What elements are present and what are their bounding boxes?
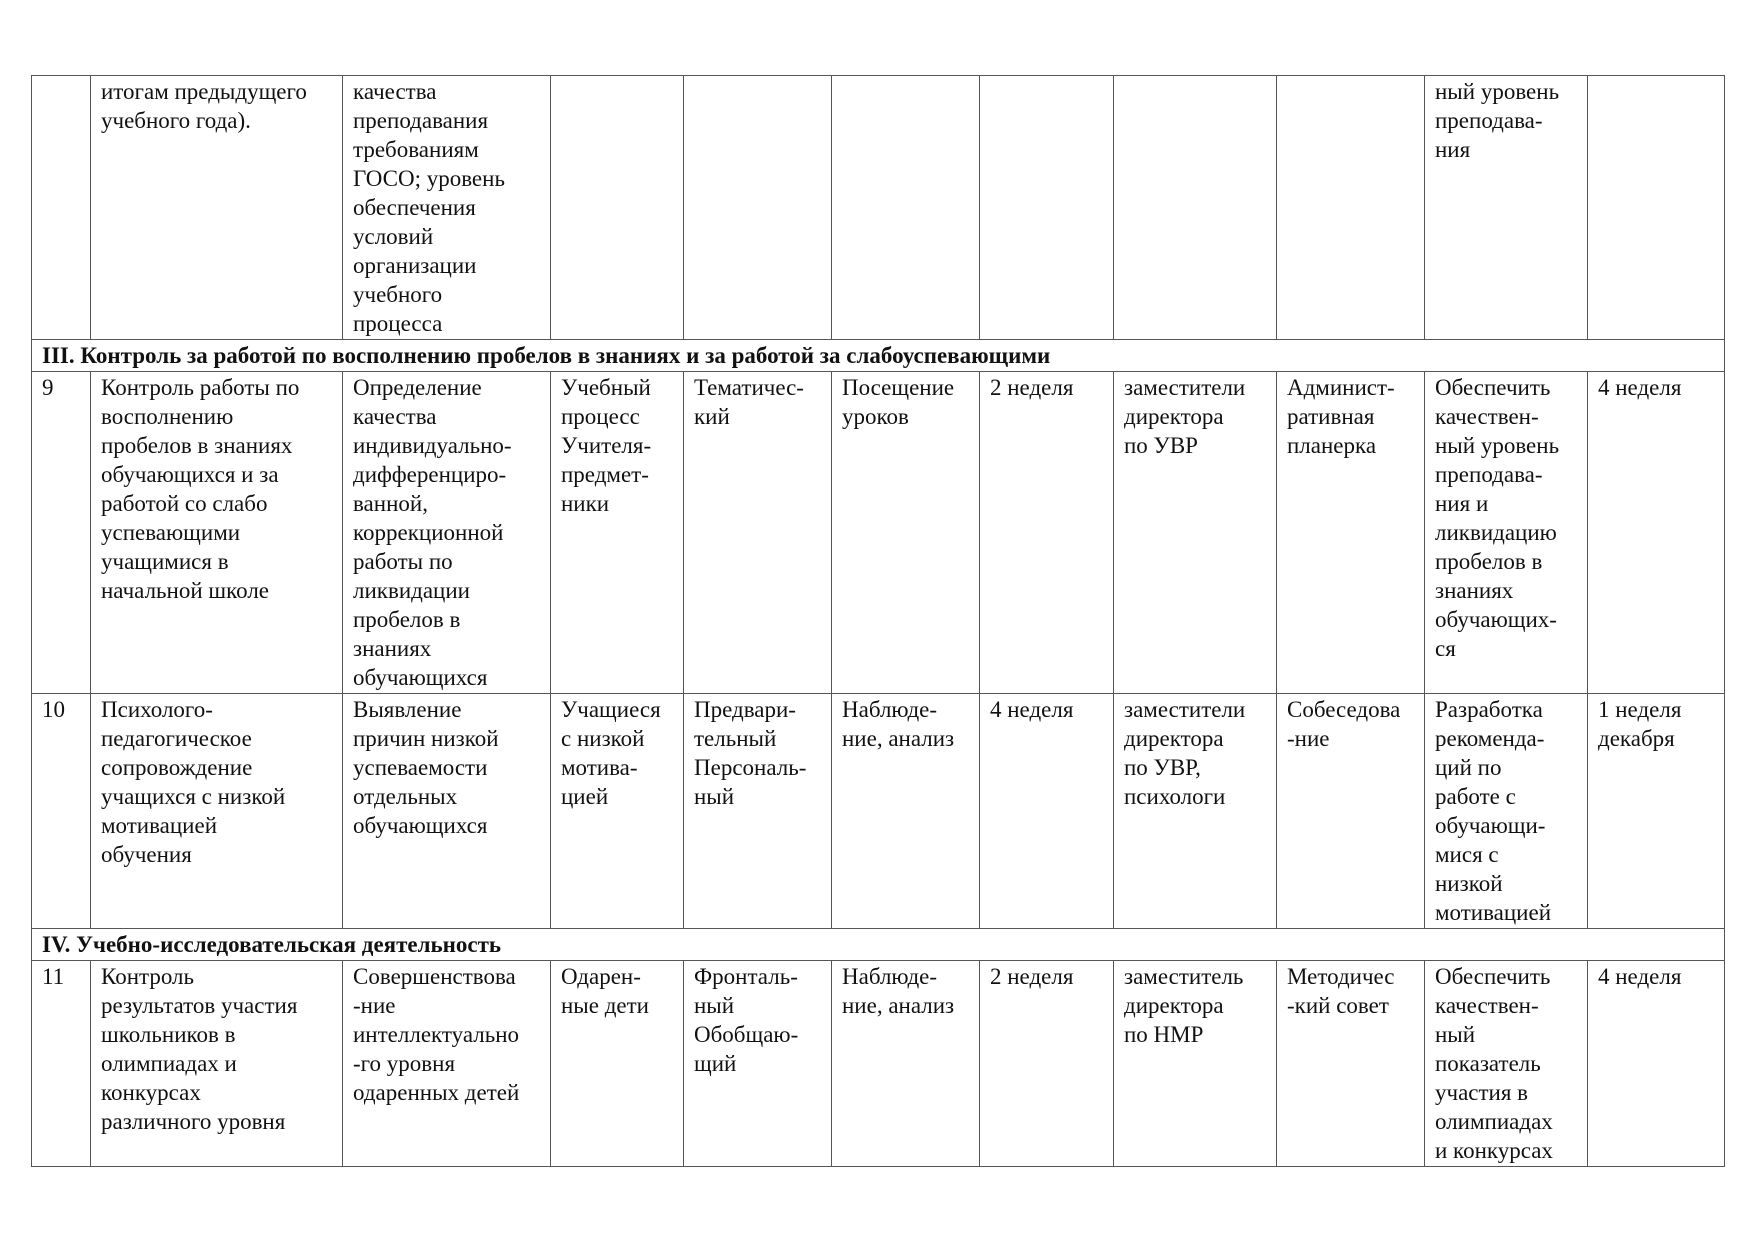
cell-line: ГОСО; уровень — [353, 166, 505, 191]
cell-line: одаренных детей — [353, 1080, 520, 1105]
cell-summary — [1277, 76, 1425, 340]
cell-line: 4 неделя — [1598, 375, 1682, 400]
cell-decision — [1425, 961, 1588, 1167]
cell-line: уроков — [842, 404, 909, 429]
cell-control-type — [684, 76, 832, 340]
cell-line: знаниях — [353, 636, 432, 661]
cell-control-type — [684, 372, 832, 694]
cell-line: Обобщаю- — [694, 1022, 799, 1047]
cell-line: Фронталь- — [694, 964, 798, 989]
cell-line: ся — [1435, 636, 1456, 661]
cell-line: декабря — [1598, 726, 1675, 751]
cell-responsible — [1114, 694, 1277, 929]
cell-line: директора — [1124, 726, 1224, 751]
cell-line: результатов участия — [101, 993, 298, 1018]
cell-line: ликвидацию — [1435, 520, 1557, 545]
cell-line: ники — [561, 491, 610, 516]
cell-line: преподава- — [1435, 108, 1543, 133]
cell-line: с низкой — [561, 726, 645, 751]
cell-line: качествен- — [1435, 993, 1539, 1018]
cell-line: качества — [353, 404, 437, 429]
cell-line: преподавания — [353, 108, 489, 133]
table-row-10 — [32, 694, 1725, 929]
cell-line: Контроль работы по — [101, 375, 300, 400]
cell-line: коррекционной — [353, 520, 504, 545]
cell-line: восполнению — [101, 404, 234, 429]
cell-method — [832, 372, 980, 694]
cell-line: условий — [353, 224, 434, 249]
cell-line: и конкурсах — [1435, 1138, 1553, 1163]
cell-line: 2 неделя — [990, 375, 1074, 400]
cell-summary — [1277, 694, 1425, 929]
cell-line: ликвидации — [353, 578, 470, 603]
cell-line: Учащиеся — [561, 697, 661, 722]
cell-line: предмет- — [561, 462, 649, 487]
cell-line: ванной, — [353, 491, 428, 516]
cell-line: интеллектуально — [353, 1022, 520, 1047]
cell-line: 4 неделя — [1598, 964, 1682, 989]
cell-line: сопровождение — [101, 755, 253, 780]
cell-line: пробелов в — [353, 607, 461, 632]
cell-line: цией — [561, 784, 609, 809]
cell-number — [32, 372, 91, 694]
cell-line: мися с — [1435, 842, 1499, 867]
cell-timing — [980, 694, 1114, 929]
cell-line: заместитель — [1124, 964, 1244, 989]
cell-line: учебного — [353, 282, 443, 307]
cell-line: учащимися в — [101, 549, 229, 574]
cell-line: Одарен- — [561, 964, 641, 989]
cell-line: Учебный — [561, 375, 651, 400]
cell-line: качества — [353, 79, 437, 104]
cell-object — [551, 694, 684, 929]
cell-line: преподава- — [1435, 462, 1543, 487]
cell-timing — [980, 76, 1114, 340]
cell-review — [1588, 961, 1725, 1167]
cell-line: 2 неделя — [990, 964, 1074, 989]
cell-line: 11 — [42, 964, 65, 989]
cell-review — [1588, 694, 1725, 929]
cell-line: пробелов в — [1435, 549, 1543, 574]
cell-responsible — [1114, 372, 1277, 694]
cell-line: Разработка — [1435, 697, 1543, 722]
cell-line: учащихся с низкой — [101, 784, 286, 809]
cell-line: дифференциро- — [353, 462, 507, 487]
cell-review — [1588, 372, 1725, 694]
cell-line: требованиям — [353, 137, 479, 162]
cell-timing — [980, 372, 1114, 694]
cell-goal — [343, 961, 551, 1167]
cell-number — [32, 76, 91, 340]
cell-goal — [343, 372, 551, 694]
cell-line: директора — [1124, 993, 1224, 1018]
cell-line: конкурсах — [101, 1080, 201, 1105]
cell-summary — [1277, 372, 1425, 694]
cell-line: Предвари- — [694, 697, 796, 722]
cell-method — [832, 76, 980, 340]
table-row-9 — [32, 372, 1725, 694]
cell-line: психологи — [1124, 784, 1226, 809]
cell-object — [551, 961, 684, 1167]
cell-topic — [91, 961, 343, 1167]
cell-topic — [91, 694, 343, 929]
cell-line: тельный — [694, 726, 777, 751]
cell-method — [832, 961, 980, 1167]
cell-decision — [1425, 76, 1588, 340]
cell-line: ный уровень — [1435, 433, 1560, 458]
cell-line: по НМР — [1124, 1022, 1204, 1047]
cell-line: показатель — [1435, 1051, 1541, 1076]
cell-line: ный — [694, 784, 735, 809]
cell-line: Определение — [353, 375, 482, 400]
cell-line: заместители — [1124, 697, 1246, 722]
cell-line: Посещение — [842, 375, 955, 400]
cell-goal — [343, 694, 551, 929]
cell-line: ные дети — [561, 993, 649, 1018]
cell-decision — [1425, 372, 1588, 694]
table-row-11 — [32, 961, 1725, 1167]
cell-line: Обеспечить — [1435, 375, 1551, 400]
table-row-continuation — [32, 76, 1725, 340]
cell-line: Собеседова — [1287, 697, 1401, 722]
cell-line: различного уровня — [101, 1109, 286, 1134]
cell-line: ния и — [1435, 491, 1489, 516]
cell-object — [551, 372, 684, 694]
cell-decision — [1425, 694, 1588, 929]
cell-line: ративная — [1287, 404, 1375, 429]
cell-line: Персональ- — [694, 755, 807, 780]
cell-line: отдельных — [353, 784, 458, 809]
cell-line: ций по — [1435, 755, 1502, 780]
cell-line: щий — [694, 1051, 737, 1076]
cell-goal — [343, 76, 551, 340]
cell-line: успеваемости — [353, 755, 488, 780]
cell-topic — [91, 76, 343, 340]
control-plan-table — [31, 75, 1725, 1167]
cell-line: процесса — [353, 311, 443, 336]
cell-line: Методичес — [1287, 964, 1395, 989]
cell-line: обучающи- — [1435, 813, 1546, 838]
cell-line: школьников в — [101, 1022, 236, 1047]
cell-line: олимпиадах — [1435, 1109, 1553, 1134]
cell-line: планерка — [1287, 433, 1377, 458]
cell-line: организации — [353, 253, 477, 278]
cell-method — [832, 694, 980, 929]
cell-line: работой со слабо — [101, 491, 268, 516]
cell-timing — [980, 961, 1114, 1167]
cell-line: работе с — [1435, 784, 1516, 809]
cell-line: по УВР, — [1124, 755, 1201, 780]
cell-topic — [91, 372, 343, 694]
section-header-row — [32, 929, 1725, 961]
cell-line: мотива- — [561, 755, 638, 780]
cell-line: итогам предыдущего — [101, 79, 307, 104]
cell-line: 1 неделя — [1598, 697, 1682, 722]
cell-line: ние, анализ — [842, 993, 955, 1018]
cell-line: 4 неделя — [990, 697, 1074, 722]
cell-line: начальной школе — [101, 578, 270, 603]
cell-line: -го уровня — [353, 1051, 456, 1076]
cell-number — [32, 694, 91, 929]
cell-summary — [1277, 961, 1425, 1167]
cell-line: причин низкой — [353, 726, 499, 751]
section-header-row — [32, 340, 1725, 372]
cell-line: кий — [694, 404, 730, 429]
cell-line: мотивацией — [1435, 900, 1552, 925]
cell-line: Наблюде- — [842, 697, 938, 722]
cell-line: по УВР — [1124, 433, 1198, 458]
cell-line: рекоменда- — [1435, 726, 1545, 751]
cell-line: обеспечения — [353, 195, 476, 220]
cell-responsible — [1114, 76, 1277, 340]
cell-line: мотивацией — [101, 813, 218, 838]
cell-line: -ние — [1287, 726, 1330, 751]
cell-responsible — [1114, 961, 1277, 1167]
cell-line: ный — [694, 993, 735, 1018]
cell-line: успевающими — [101, 520, 241, 545]
cell-line: учебного года). — [101, 108, 251, 133]
cell-control-type — [684, 694, 832, 929]
section-4-title: IV. Учебно-исследовательская деятельность — [32, 929, 1725, 961]
cell-line: индивидуально- — [353, 433, 512, 458]
cell-line: -ние — [353, 993, 396, 1018]
cell-line: знаниях — [1435, 578, 1514, 603]
section-3-title: III. Контроль за работой по восполнению пробелов в знаниях и за работой за слабоуспевающими — [32, 340, 1725, 372]
cell-line: ния — [1435, 137, 1471, 162]
cell-line: ный уровень — [1435, 79, 1560, 104]
cell-line: обучения — [101, 842, 192, 867]
cell-line: Учителя- — [561, 433, 652, 458]
cell-line: 9 — [42, 375, 54, 400]
cell-line: педагогическое — [101, 726, 252, 751]
cell-line: директора — [1124, 404, 1224, 429]
cell-line: Тематичес- — [694, 375, 804, 400]
cell-line: качествен- — [1435, 404, 1539, 429]
cell-line: низкой — [1435, 871, 1503, 896]
cell-review — [1588, 76, 1725, 340]
cell-line: Совершенствова — [353, 964, 516, 989]
cell-line: обучающихся — [353, 665, 488, 690]
cell-line: олимпиадах и — [101, 1051, 237, 1076]
cell-line: ние, анализ — [842, 726, 955, 751]
cell-control-type — [684, 961, 832, 1167]
cell-line: Обеспечить — [1435, 964, 1551, 989]
cell-number — [32, 961, 91, 1167]
cell-line: Наблюде- — [842, 964, 938, 989]
cell-line: 10 — [42, 697, 65, 722]
cell-line: ный — [1435, 1022, 1476, 1047]
cell-line: Психолого- — [101, 697, 213, 722]
cell-line: -кий совет — [1287, 993, 1389, 1018]
cell-object — [551, 76, 684, 340]
cell-line: работы по — [353, 549, 453, 574]
cell-line: Контроль — [101, 964, 194, 989]
cell-line: заместители — [1124, 375, 1246, 400]
cell-line: участия в — [1435, 1080, 1529, 1105]
cell-line: обучающихся и за — [101, 462, 279, 487]
cell-line: пробелов в знаниях — [101, 433, 293, 458]
cell-line: обучающихся — [353, 813, 488, 838]
cell-line: обучающих- — [1435, 607, 1557, 632]
cell-line: Выявление — [353, 697, 462, 722]
cell-line: Админист- — [1287, 375, 1395, 400]
cell-line: процесс — [561, 404, 640, 429]
